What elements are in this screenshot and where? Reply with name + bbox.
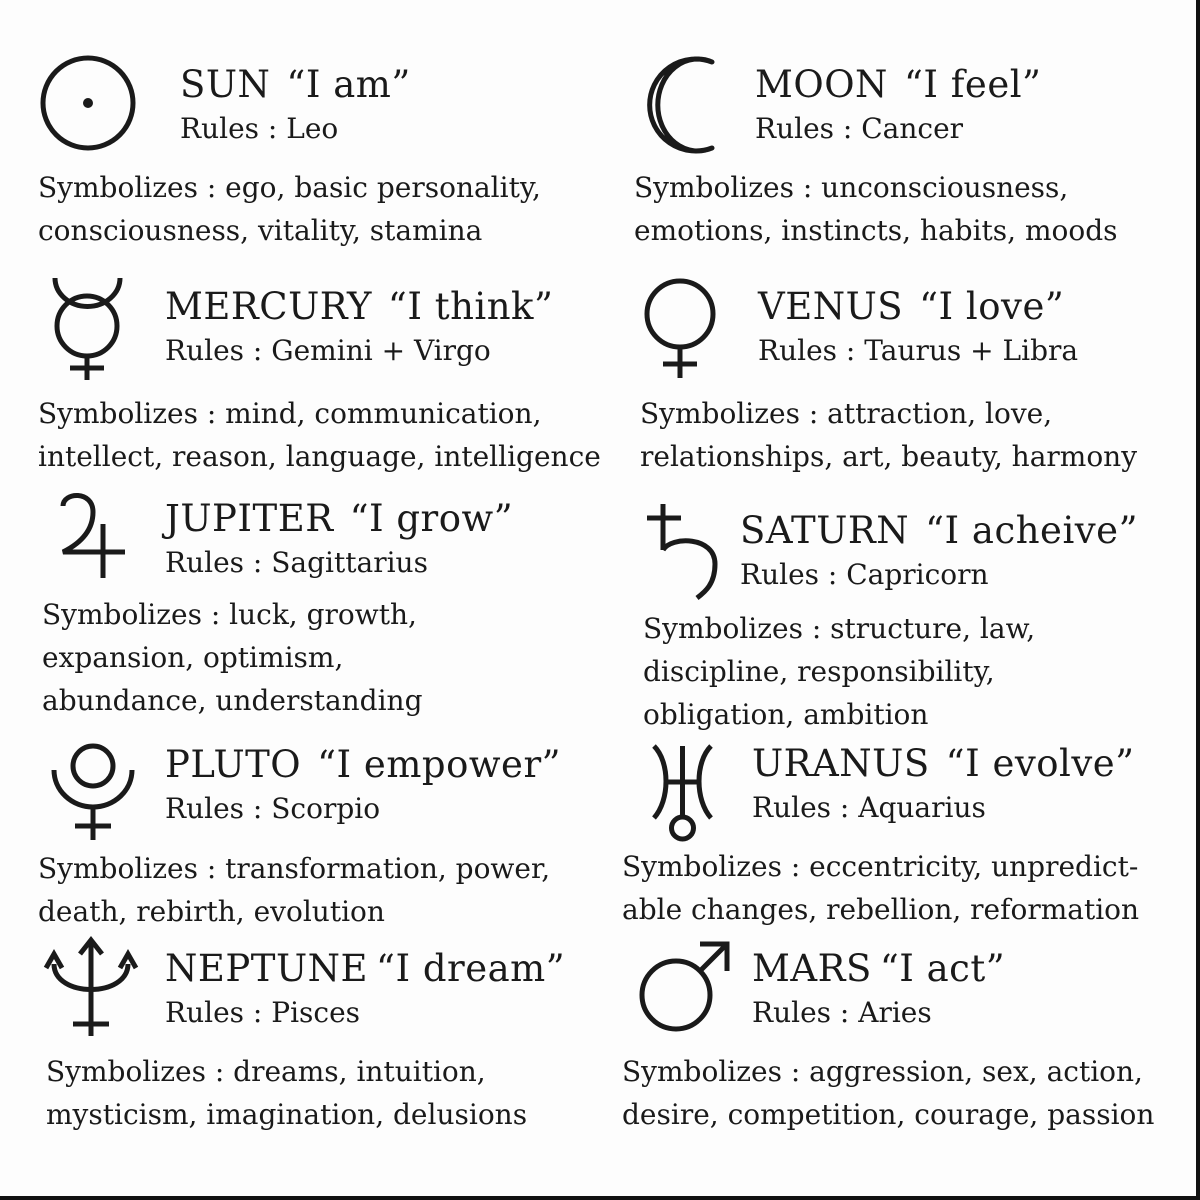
description-line: desire, competition, courage, passion: [622, 1098, 1155, 1131]
description-line: Symbolizes : unconsciousness,: [634, 171, 1069, 204]
description-line: relationships, art, beauty, harmony: [640, 440, 1138, 473]
planet-motto: “I am”: [286, 63, 411, 106]
planet-rules: Rules : Scorpio: [165, 792, 381, 825]
planet-description: [643, 607, 1035, 736]
planet-motto: “I evolve”: [945, 742, 1135, 785]
planet-name: JUPITER: [165, 497, 334, 540]
description-line: emotions, instincts, habits, moods: [634, 214, 1118, 247]
description-line: consciousness, vitality, stamina: [38, 214, 483, 247]
description-line: Symbolizes : attraction, love,: [640, 397, 1053, 430]
description-line: Symbolizes : aggression, sex, action,: [622, 1055, 1143, 1088]
saturn-icon: [643, 500, 723, 605]
planet-name: MOON: [755, 63, 888, 106]
planet-rules: Rules : Aries: [752, 996, 932, 1029]
description-line: death, rebirth, evolution: [38, 895, 385, 928]
planet-motto: “I feel”: [903, 63, 1042, 106]
neptune-icon: [46, 938, 136, 1038]
planet-description: [46, 1050, 527, 1136]
planet-name: URANUS: [752, 742, 930, 785]
description-line: expansion, optimism,: [42, 641, 344, 674]
description-line: intellect, reason, language, intelligence: [38, 440, 601, 473]
planet-name: MERCURY: [165, 285, 372, 328]
planet-rules: Rules : Aquarius: [752, 791, 986, 824]
planet-motto: “I act”: [879, 947, 1006, 990]
planet-description: [38, 847, 550, 933]
planet-rules: Rules : Cancer: [755, 112, 964, 145]
uranus-icon: [640, 742, 725, 842]
mercury-icon: [40, 276, 135, 386]
planet-rules: Rules : Gemini + Virgo: [165, 334, 491, 367]
planet-motto: “I grow”: [349, 497, 514, 540]
planet-rules: Rules : Leo: [180, 112, 339, 145]
planet-description: [42, 593, 423, 722]
planet-description: [622, 1050, 1154, 1136]
description-line: Symbolizes : mind, communication,: [38, 397, 542, 430]
planet-description: [640, 392, 1137, 478]
moon-icon: [640, 58, 740, 158]
planet-name: MARS: [752, 947, 872, 990]
planet-description: [634, 166, 1118, 252]
sun-icon: [38, 58, 138, 158]
jupiter-icon: [55, 490, 130, 580]
planet-name: SATURN: [740, 509, 910, 552]
description-line: obligation, ambition: [643, 698, 929, 731]
description-line: mysticism, imagination, delusions: [46, 1098, 528, 1131]
description-line: Symbolizes : structure, law,: [643, 612, 1036, 645]
planet-rules: Rules : Sagittarius: [165, 546, 428, 579]
description-line: able changes, rebellion, reformation: [622, 893, 1140, 926]
description-line: Symbolizes : dreams, intuition,: [46, 1055, 486, 1088]
planet-name: VENUS: [758, 285, 904, 328]
description-line: Symbolizes : ego, basic personality,: [38, 171, 541, 204]
planet-name: SUN: [180, 63, 271, 106]
description-line: Symbolizes : eccentricity, unpredict-: [622, 850, 1139, 883]
planet-motto: “I dream”: [376, 947, 566, 990]
planet-name: PLUTO: [165, 743, 302, 786]
mars-icon: [638, 940, 733, 1035]
planet-rules: Rules : Pisces: [165, 996, 361, 1029]
planet-motto: “I think”: [387, 285, 554, 328]
planet-motto: “I love”: [919, 285, 1065, 328]
description-line: discipline, responsibility,: [643, 655, 995, 688]
planet-motto: “I empower”: [317, 743, 562, 786]
planet-description: [38, 392, 601, 478]
planet-rules: Rules : Taurus + Libra: [758, 334, 1079, 367]
description-line: Symbolizes : luck, growth,: [42, 598, 417, 631]
venus-icon: [640, 278, 725, 383]
pluto-icon: [48, 742, 138, 842]
planet-description: [622, 845, 1139, 931]
planet-description: [38, 166, 541, 252]
planet-name: NEPTUNE: [165, 947, 369, 990]
planet-rules: Rules : Capricorn: [740, 558, 989, 591]
description-line: abundance, understanding: [42, 684, 423, 717]
description-line: Symbolizes : transformation, power,: [38, 852, 551, 885]
planet-motto: “I acheive”: [925, 509, 1138, 552]
